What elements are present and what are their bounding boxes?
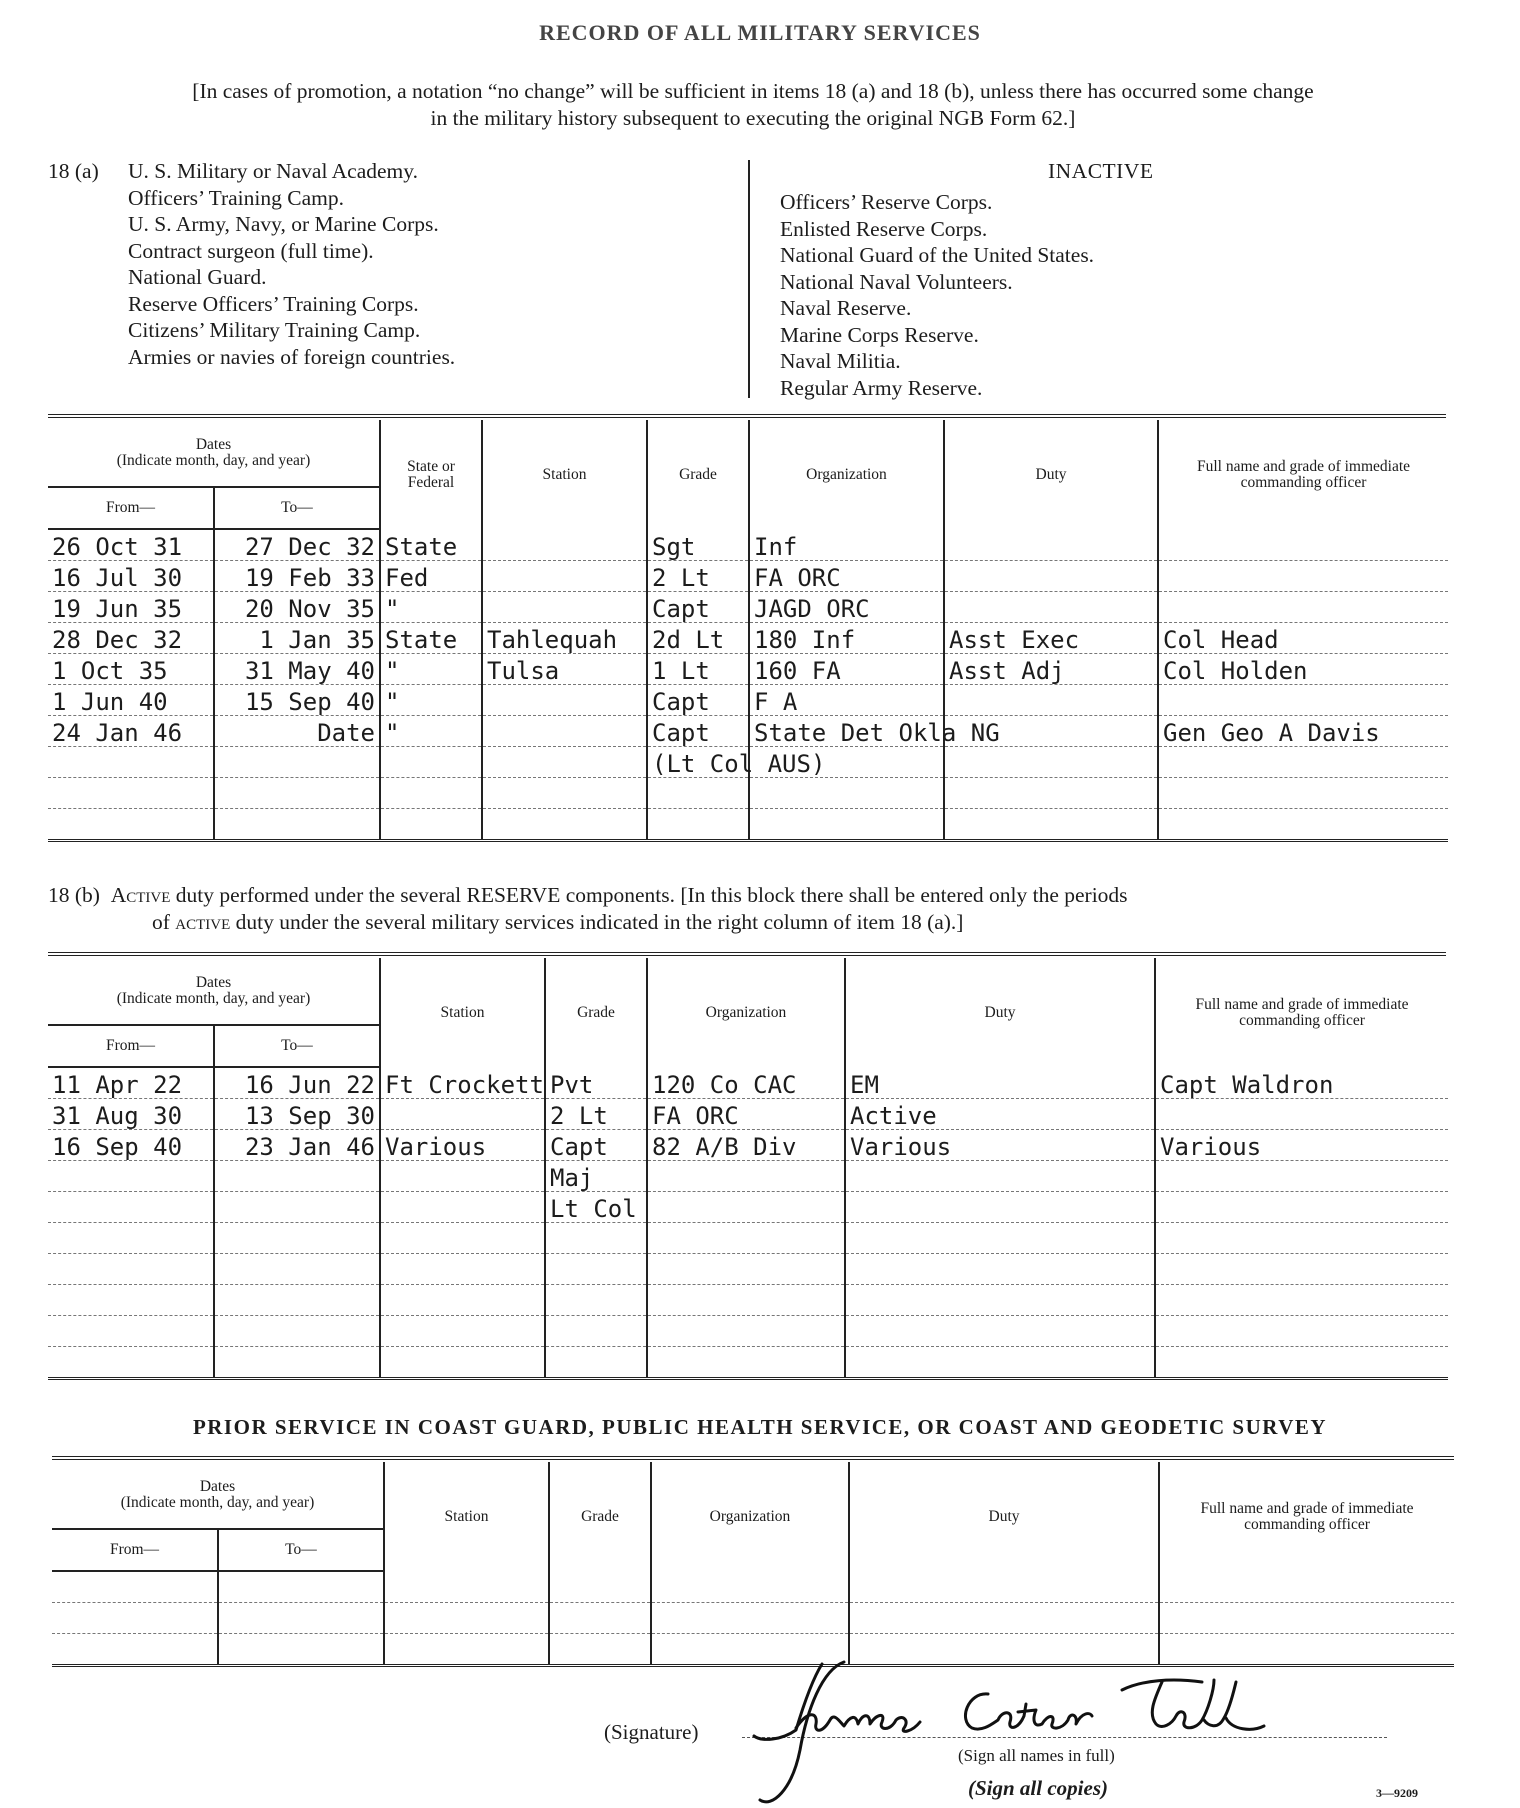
form-number: 3—9209 — [1376, 1786, 1418, 1800]
cell-grade — [647, 778, 749, 809]
table-b-top-rule — [48, 952, 1446, 956]
table-row — [48, 1192, 1448, 1223]
cell-grade — [545, 1316, 647, 1347]
cell-officer: Capt Waldron — [1155, 1067, 1448, 1099]
cell-from: 11 Apr 22 — [48, 1067, 214, 1099]
cell-state — [380, 747, 482, 778]
cell-station — [380, 1316, 545, 1347]
cell-org — [651, 1603, 849, 1634]
cell-grade — [549, 1571, 651, 1603]
cell-org: FA ORC — [749, 561, 944, 592]
cell-station — [380, 1192, 545, 1223]
cell-duty — [944, 747, 1158, 778]
cell-station — [380, 1099, 545, 1130]
service-table-18a — [48, 420, 1448, 842]
cell-duty: EM — [845, 1067, 1155, 1099]
cell-officer — [1158, 809, 1448, 841]
cell-station — [384, 1634, 549, 1666]
cell-to — [214, 747, 380, 778]
cell-org: 82 A/B Div — [647, 1130, 845, 1161]
cell-grade: Capt — [545, 1130, 647, 1161]
table-b-body — [48, 1067, 1448, 1379]
cell-to: 16 Jun 22 — [214, 1067, 380, 1099]
officer-header: Full name and grade of immediate commanding officer — [1159, 1462, 1454, 1571]
cell-grade: 1 Lt — [647, 654, 749, 685]
cell-org — [647, 1316, 845, 1347]
table-row — [48, 1067, 1448, 1099]
cell-from: 1 Oct 35 — [48, 654, 214, 685]
inactive-service-item: Naval Reserve. — [780, 296, 912, 320]
cell-from — [52, 1634, 218, 1666]
grade-header: Grade — [647, 420, 749, 529]
cell-org: F A — [749, 685, 944, 716]
cell-from — [48, 778, 214, 809]
item-18b-text-1: duty performed under the several RESERVE components. [In this block there shall be entered only the periods — [170, 883, 1128, 907]
cell-state: " — [380, 654, 482, 685]
state-header: State or Federal — [380, 420, 482, 529]
cell-from — [48, 747, 214, 778]
active-service-item: Reserve Officers’ Training Corps. — [128, 291, 419, 316]
cell-to — [214, 1192, 380, 1223]
cell-officer — [1159, 1603, 1454, 1634]
organization-header: Organization — [651, 1462, 849, 1571]
note-line-1: [In cases of promotion, a notation “no change” will be sufficient in items 18 (a) and 18 (b), unless there has occurred some change — [192, 79, 1314, 103]
cell-officer — [1155, 1285, 1448, 1316]
cell-grade: (Lt Col AUS) — [647, 747, 749, 778]
grade-header: Grade — [545, 958, 647, 1067]
cell-from: 28 Dec 32 — [48, 623, 214, 654]
cell-state: Fed — [380, 561, 482, 592]
cell-to — [214, 1254, 380, 1285]
inactive-service-item: Enlisted Reserve Corps. — [780, 216, 988, 241]
active-duty-table-18b — [48, 958, 1448, 1380]
cell-state — [380, 809, 482, 841]
cell-station — [482, 685, 647, 716]
cell-to: 31 May 40 — [214, 654, 380, 685]
cell-grade — [549, 1603, 651, 1634]
to-header: To— — [214, 487, 380, 529]
cell-station — [380, 1347, 545, 1379]
cell-duty — [944, 561, 1158, 592]
dates-header: Dates (Indicate month, day, and year) — [116, 974, 311, 1007]
cell-from: 31 Aug 30 — [48, 1099, 214, 1130]
cell-grade: Maj — [545, 1161, 647, 1192]
cell-station — [482, 561, 647, 592]
cell-org — [647, 1285, 845, 1316]
table-row — [52, 1603, 1454, 1634]
cell-station — [482, 747, 647, 778]
cell-station — [384, 1571, 549, 1603]
cell-from — [48, 809, 214, 841]
cell-to: 15 Sep 40 — [214, 685, 380, 716]
cell-grade: Pvt — [545, 1067, 647, 1099]
cell-org — [647, 1347, 845, 1379]
inactive-service-item: Naval Militia. — [780, 349, 901, 373]
grade-header: Grade — [549, 1462, 651, 1571]
column-divider — [748, 160, 750, 398]
cell-duty — [944, 809, 1158, 841]
officer-header: Full name and grade of immediate commanding officer — [1155, 958, 1448, 1067]
cell-to: 27 Dec 32 — [214, 529, 380, 561]
cell-to — [214, 778, 380, 809]
cell-to — [214, 1161, 380, 1192]
to-header: To— — [214, 1025, 380, 1067]
cell-org: JAGD ORC — [749, 592, 944, 623]
cell-org — [647, 1223, 845, 1254]
active-service-item: U. S. Army, Navy, or Marine Corps. — [128, 212, 439, 236]
cell-to — [214, 809, 380, 841]
officer-header: Full name and grade of immediate commanding officer — [1158, 420, 1448, 529]
table-row — [48, 1285, 1448, 1316]
cell-grade: Capt — [647, 716, 749, 747]
active-service-item: Contract surgeon (full time). — [128, 238, 374, 263]
cell-duty — [845, 1285, 1155, 1316]
cell-duty — [845, 1192, 1155, 1223]
cell-station — [380, 1254, 545, 1285]
cell-from — [52, 1571, 218, 1603]
active-services-list — [128, 158, 455, 370]
cell-grade: Sgt — [647, 529, 749, 561]
cell-from — [48, 1223, 214, 1254]
inactive-services-list — [780, 158, 1094, 401]
organization-header: Organization — [647, 958, 845, 1067]
organization-header: Organization — [749, 420, 944, 529]
cell-from: 26 Oct 31 — [48, 529, 214, 561]
prior-service-title: PRIOR SERVICE IN COAST GUARD, PUBLIC HEALTH SERVICE, OR COAST AND GEODETIC SURVEY — [192, 1415, 1328, 1439]
cell-grade: 2 Lt — [647, 561, 749, 592]
cell-to — [218, 1571, 384, 1603]
note-line-2: in the military history subsequent to executing the original NGB Form 62.] — [430, 106, 1076, 130]
cell-to — [218, 1634, 384, 1666]
cell-officer — [1159, 1571, 1454, 1603]
cell-from — [48, 1254, 214, 1285]
cell-officer — [1158, 561, 1448, 592]
cell-from — [48, 1192, 214, 1223]
cell-state: " — [380, 592, 482, 623]
active-service-item: Armies or navies of foreign countries. — [128, 344, 456, 369]
cell-from — [52, 1603, 218, 1634]
cell-from — [48, 1285, 214, 1316]
cell-from — [48, 1347, 214, 1379]
cell-org — [647, 1161, 845, 1192]
cell-org — [647, 1254, 845, 1285]
inactive-service-item: Regular Army Reserve. — [780, 375, 983, 400]
cell-officer — [1158, 529, 1448, 561]
dates-header: Dates (Indicate month, day, and year) — [116, 436, 311, 469]
cell-officer — [1155, 1192, 1448, 1223]
cell-from: 16 Jul 30 — [48, 561, 214, 592]
dates-header: Dates (Indicate month, day, and year) — [120, 1478, 315, 1511]
table-row — [48, 716, 1448, 747]
promotion-note — [48, 78, 1458, 132]
cell-org: Inf — [749, 529, 944, 561]
cell-officer — [1155, 1254, 1448, 1285]
cell-from: 24 Jan 46 — [48, 716, 214, 747]
active-word-2: active — [175, 910, 231, 934]
cell-to — [214, 1316, 380, 1347]
cell-officer: Various — [1155, 1130, 1448, 1161]
cell-station: Tulsa — [482, 654, 647, 685]
cell-officer — [1155, 1161, 1448, 1192]
cell-org: 180 Inf — [749, 623, 944, 654]
cell-officer: Col Holden — [1158, 654, 1448, 685]
duty-header: Duty — [849, 1462, 1159, 1571]
to-header: To— — [218, 1529, 384, 1571]
cell-to — [214, 1285, 380, 1316]
cell-to: 13 Sep 30 — [214, 1099, 380, 1130]
cell-grade: 2d Lt — [647, 623, 749, 654]
of-word: of — [152, 910, 170, 934]
duty-header: Duty — [845, 958, 1155, 1067]
cell-station — [482, 778, 647, 809]
inactive-heading: INACTIVE — [1048, 159, 1154, 183]
table-row — [48, 747, 1448, 778]
cell-duty: Various — [845, 1130, 1155, 1161]
cell-to: 19 Feb 33 — [214, 561, 380, 592]
page-title: RECORD OF ALL MILITARY SERVICES — [539, 20, 981, 45]
active-service-item: Citizens’ Military Training Camp. — [128, 318, 421, 342]
inactive-service-item: Marine Corps Reserve. — [780, 322, 979, 347]
inactive-service-item: National Guard of the United States. — [780, 243, 1095, 267]
cell-from: 16 Sep 40 — [48, 1130, 214, 1161]
cell-org — [749, 809, 944, 841]
cell-duty: Active — [845, 1099, 1155, 1130]
cell-duty — [849, 1603, 1159, 1634]
cell-to — [218, 1603, 384, 1634]
cell-org — [651, 1571, 849, 1603]
cell-station — [482, 529, 647, 561]
table-row — [48, 809, 1448, 841]
cell-grade: Capt — [647, 592, 749, 623]
cell-officer — [1155, 1099, 1448, 1130]
cell-duty — [849, 1571, 1159, 1603]
active-word: Active — [110, 883, 171, 907]
cell-org: FA ORC — [647, 1099, 845, 1130]
item-18a-label: 18 (a) — [48, 159, 99, 183]
from-header: From— — [48, 1025, 214, 1067]
cell-officer — [1158, 747, 1448, 778]
cell-station — [380, 1161, 545, 1192]
cell-grade — [647, 809, 749, 841]
cell-officer — [1158, 685, 1448, 716]
cell-duty — [944, 592, 1158, 623]
cell-org: 120 Co CAC — [647, 1067, 845, 1099]
table-row — [48, 529, 1448, 561]
cell-state: " — [380, 685, 482, 716]
cell-station: Tahlequah — [482, 623, 647, 654]
cell-duty: Asst Exec — [944, 623, 1158, 654]
cell-to — [214, 1223, 380, 1254]
cell-duty — [944, 685, 1158, 716]
cell-duty — [845, 1347, 1155, 1379]
cell-officer — [1155, 1316, 1448, 1347]
table-row — [48, 778, 1448, 809]
cell-org: State Det Okla NG — [749, 716, 944, 747]
cell-station — [482, 716, 647, 747]
table-row — [48, 1316, 1448, 1347]
cell-to — [214, 1347, 380, 1379]
active-service-item: National Guard. — [128, 265, 267, 289]
cell-grade — [545, 1223, 647, 1254]
cell-duty — [944, 529, 1158, 561]
cell-officer — [1158, 592, 1448, 623]
cell-officer — [1155, 1347, 1448, 1379]
cell-from: 19 Jun 35 — [48, 592, 214, 623]
prior-table-top-rule — [52, 1456, 1454, 1460]
table-row — [48, 1161, 1448, 1192]
cell-org — [647, 1192, 845, 1223]
item-18b-label: 18 (b) — [48, 883, 100, 907]
active-service-item: Officers’ Training Camp. — [128, 185, 344, 210]
cell-from — [48, 1316, 214, 1347]
cell-from — [48, 1161, 214, 1192]
table-row — [48, 1347, 1448, 1379]
cell-grade: 2 Lt — [545, 1099, 647, 1130]
prior-service-table — [52, 1462, 1454, 1667]
signature-sublabel: (Sign all names in full) — [958, 1746, 1115, 1765]
table-row — [48, 1254, 1448, 1285]
table-row — [48, 685, 1448, 716]
table-a-body — [48, 529, 1448, 841]
cell-duty — [845, 1254, 1155, 1285]
cell-state — [380, 778, 482, 809]
table-a-top-rule — [48, 414, 1446, 418]
cell-station — [482, 592, 647, 623]
table-row — [48, 654, 1448, 685]
active-service-item: U. S. Military or Naval Academy. — [128, 159, 418, 183]
cell-station — [380, 1285, 545, 1316]
cell-org: 160 FA — [749, 654, 944, 685]
cell-to: 1 Jan 35 — [214, 623, 380, 654]
cell-duty — [845, 1161, 1155, 1192]
cell-duty — [845, 1223, 1155, 1254]
cell-org — [749, 778, 944, 809]
cell-state: State — [380, 529, 482, 561]
table-row — [48, 623, 1448, 654]
table-row — [48, 1130, 1448, 1161]
cell-officer — [1155, 1223, 1448, 1254]
from-header: From— — [52, 1529, 218, 1571]
station-header: Station — [482, 420, 647, 529]
cell-grade — [545, 1347, 647, 1379]
table-row — [52, 1571, 1454, 1603]
table-row — [48, 1223, 1448, 1254]
cell-grade — [549, 1634, 651, 1666]
cell-duty — [845, 1316, 1155, 1347]
table-row — [48, 1099, 1448, 1130]
inactive-service-item: National Naval Volunteers. — [780, 269, 1013, 294]
cell-grade — [545, 1285, 647, 1316]
cell-duty — [944, 778, 1158, 809]
station-header: Station — [380, 958, 545, 1067]
cell-station — [384, 1603, 549, 1634]
cell-station — [482, 809, 647, 841]
from-header: From— — [48, 487, 214, 529]
table-row — [48, 561, 1448, 592]
table-row — [48, 592, 1448, 623]
cell-officer: Gen Geo A Davis — [1158, 716, 1448, 747]
item-18b-section — [48, 882, 1458, 936]
cell-state: State — [380, 623, 482, 654]
cell-grade: Capt — [647, 685, 749, 716]
sign-copies-note: (Sign all copies) — [968, 1776, 1108, 1800]
cell-to: Date — [214, 716, 380, 747]
cell-duty: Asst Adj — [944, 654, 1158, 685]
cell-grade — [545, 1254, 647, 1285]
cell-grade: Lt Col — [545, 1192, 647, 1223]
cell-state: " — [380, 716, 482, 747]
duty-header: Duty — [944, 420, 1158, 529]
item-18a-section — [48, 158, 1448, 408]
signature-label: (Signature) — [604, 1720, 699, 1744]
cell-to: 23 Jan 46 — [214, 1130, 380, 1161]
cell-station — [380, 1223, 545, 1254]
cell-from: 1 Jun 40 — [48, 685, 214, 716]
item-18b-text-2: duty under the several military services indicated in the right column of item 18 (a).] — [230, 910, 964, 934]
cell-officer — [1158, 778, 1448, 809]
cell-station: Various — [380, 1130, 545, 1161]
cell-officer: Col Head — [1158, 623, 1448, 654]
cell-station: Ft Crockett — [380, 1067, 545, 1099]
station-header: Station — [384, 1462, 549, 1571]
cell-to: 20 Nov 35 — [214, 592, 380, 623]
inactive-service-item: Officers’ Reserve Corps. — [780, 190, 993, 214]
